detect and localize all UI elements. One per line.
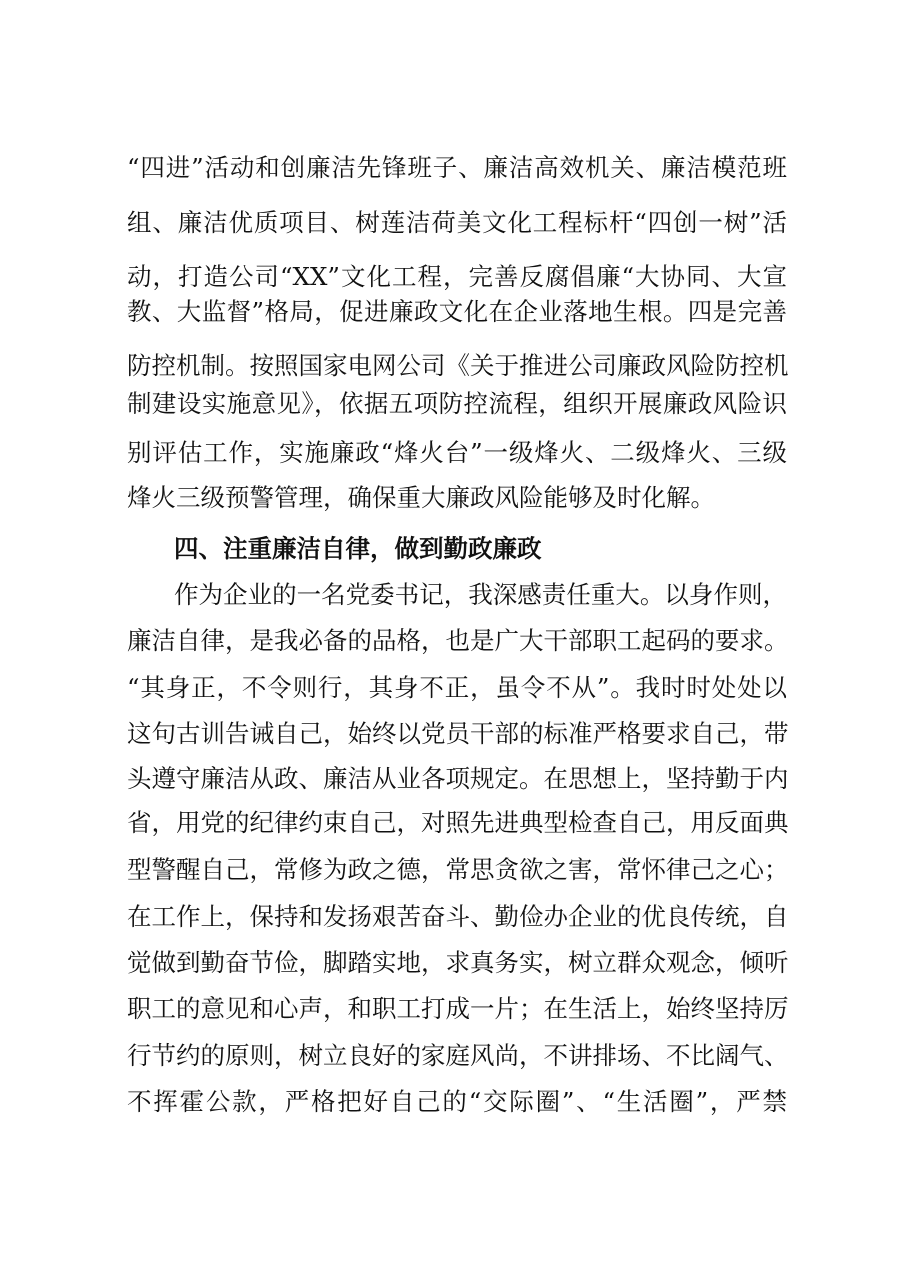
section-heading: 四、注重廉洁自律，做到勤政廉政 (174, 534, 542, 563)
paragraph-2-line-1: 作为企业的一名党委书记，我深感责任重大。以身作则， (174, 580, 787, 609)
paragraph-2-line-11: 行节约的原则，树立良好的家庭风尚，不讲排场、不比阔气、 (127, 1041, 789, 1070)
paragraph-1-line-8: 烽火三级预警管理，确保重大廉政风险能够及时化解。 (127, 483, 715, 512)
paragraph-1-line-5: 防控机制。按照国家电网公司《关于推进公司廉政风险防控机 (127, 351, 789, 380)
paragraph-2-line-5: 头遵守廉洁从政、廉洁从业各项规定。在思想上，坚持勤于内 (127, 764, 789, 793)
paragraph-1-line-1: “四进”活动和创廉洁先锋班子、廉洁高效机关、廉洁模范班 (127, 153, 787, 182)
paragraph-1-line-6: 制建设实施意见》，依据五项防控流程，组织开展廉政风险识 (127, 389, 787, 418)
paragraph-1-line-4: 教、大监督”格局，促进廉政文化在企业落地生根。四是完善 (127, 297, 787, 326)
paragraph-2-line-2: 廉洁自律，是我必备的品格，也是广大干部职工起码的要求。 (127, 626, 789, 655)
paragraph-2-line-3: “其身正，不令则行，其身不正，虽令不从”。我时时处处以 (127, 673, 787, 702)
paragraph-2-line-7: 型警醒自己，常修为政之德，常思贪欲之害，常怀律己之心； (127, 855, 789, 884)
paragraph-1-line-2: 组、廉洁优质项目、树莲洁荷美文化工程标杆“四创一树”活 (127, 208, 787, 237)
paragraph-2-line-9: 觉做到勤奋节俭，脚踏实地，求真务实，树立群众观念，倾听 (127, 948, 789, 977)
paragraph-2-line-6: 省，用党的纪律约束自己，对照先进典型检查自己，用反面典 (127, 808, 789, 837)
paragraph-2-line-10: 职工的意见和心声，和职工打成一片；在生活上，始终坚持厉 (127, 994, 789, 1023)
paragraph-2-line-12: 不挥霍公款，严格把好自己的“交际圈”、“生活圈”，严禁 (127, 1087, 787, 1116)
paragraph-1-line-3: 动，打造公司“XX”文化工程，完善反腐倡廉“大协同、大宣 (127, 262, 787, 291)
paragraph-1-line-7: 别评估工作，实施廉政“烽火台”一级烽火、二级烽火、三级 (127, 438, 787, 467)
paragraph-2-line-4: 这句古训告诫自己，始终以党员干部的标准严格要求自己，带 (127, 719, 789, 748)
paragraph-2-line-8: 在工作上，保持和发扬艰苦奋斗、勤俭办企业的优良传统，自 (127, 902, 789, 931)
